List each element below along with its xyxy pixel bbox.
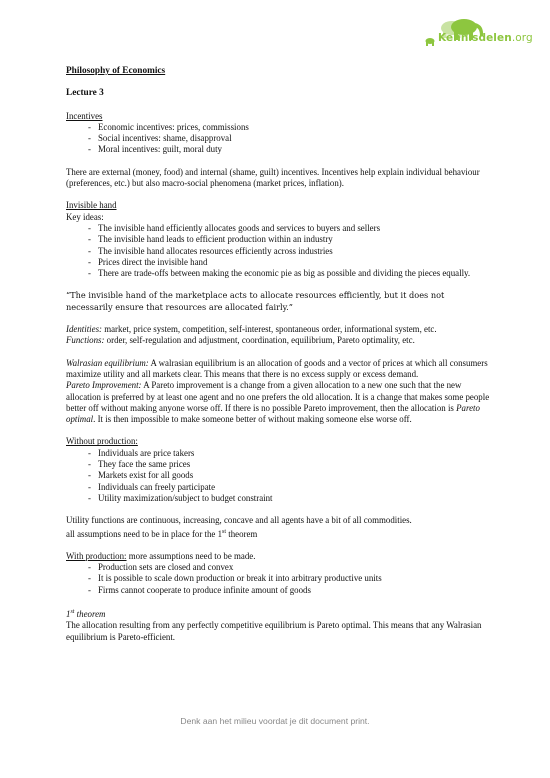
incentives-heading: Incentives — [66, 110, 103, 121]
without-production-list — [66, 448, 490, 504]
list-item: - Production sets are closed and convex — [66, 562, 490, 573]
functions-label: Functions: — [66, 335, 105, 346]
assumptions-line: all assumptions need to be in place for the 1st theorem — [66, 528, 258, 539]
list-item: - It is possible to scale down production or break it into arbitrary productive units — [66, 573, 490, 584]
with-production-line: With production: more assumptions need to be made. — [66, 550, 256, 561]
list-item: - Markets exist for all goods — [66, 470, 490, 481]
without-production-heading: Without production: — [66, 436, 138, 447]
document-body — [66, 66, 490, 643]
invisible-hand-heading: Invisible hand — [66, 200, 117, 211]
document-title: Philosophy of Economics — [66, 66, 166, 76]
incentives-list — [66, 122, 490, 156]
first-theorem-heading: 1st theorem — [66, 608, 106, 619]
list-item: - They face the same prices — [66, 459, 490, 470]
list-item: - Economic incentives: prices, commissions — [66, 122, 490, 133]
identities-line: Identities: market, price system, competition, self-interest, spontaneous order, informational system, etc. — [66, 324, 437, 335]
list-item: - Individuals are price takers — [66, 448, 490, 459]
list-item: - Utility maximization/subject to budget constraint — [66, 493, 490, 504]
pareto-paragraph: Pareto Improvement: A Pareto improvement is a change from a given allocation to a new one such that the new allocation is preferred by at least one agent and no one prefers the old allocation. It is a change that makes some people better off without making anyone worse off. If there is no possible Pareto improvement, then the allocation is Pareto optimal. It is then impossible to make someone better of without making someone else worse off. — [66, 380, 490, 425]
functions-line: Functions: order, self-regulation and adjustment, coordination, equilibrium, Pareto optimality, etc. — [66, 335, 415, 346]
kennisdelen-logo — [418, 18, 538, 48]
list-item: - The invisible hand efficiently allocates goods and services to buyers and sellers — [66, 223, 490, 234]
pareto-label: Pareto Improvement: — [66, 380, 142, 391]
incentives-paragraph: There are external (money, food) and internal (shame, guilt) incentives. Incentives help explain individual behaviour (preferences, etc.) but also macro-social phenomena (market prices, inflation). — [66, 166, 480, 189]
list-item: - There are trade-offs between making the economic pie as big as possible and dividing the pieces equally. — [66, 268, 490, 279]
logo-text: Kennisdelen.org — [438, 32, 533, 44]
invisible-hand-quote: “The invisible hand of the marketplace acts to allocate resources efficiently, but it does not necessarily ensure that resources are allocated fairly.” — [66, 290, 445, 312]
list-item: - Firms cannot cooperate to produce infinite amount of goods — [66, 585, 490, 596]
list-item: - Moral incentives: guilt, moral duty — [66, 144, 490, 155]
list-item: - The invisible hand allocates resources efficiently across industries — [66, 246, 490, 257]
lecture-heading: Lecture 3 — [66, 88, 104, 99]
list-item: - Prices direct the invisible hand — [66, 257, 490, 268]
with-production-list — [66, 562, 490, 596]
list-item: - Social incentives: shame, disapproval — [66, 133, 490, 144]
with-production-heading: With production: — [66, 550, 127, 561]
first-theorem-paragraph: The allocation resulting from any perfectly competitive equilibrium is Pareto optimal. This means that any Walrasian equilibrium is Pareto-efficient. — [66, 620, 482, 642]
key-ideas-list — [66, 223, 490, 279]
utility-line: Utility functions are continuous, increasing, concave and all agents have a bit of all commodities. — [66, 515, 412, 526]
walrasian-paragraph: Walrasian equilibrium: A walrasian equilibrium is an allocation of goods and a vector of prices at which all consumers maximize utility and all markets clear. This means that there is no excess supply or excess demand. — [66, 357, 488, 379]
list-item: - Individuals can freely participate — [66, 482, 490, 493]
list-item: - The invisible hand leads to efficient production within an industry — [66, 234, 490, 245]
walrasian-label: Walrasian equilibrium: — [66, 357, 149, 368]
identities-label: Identities: — [66, 324, 102, 335]
footer-note: Denk aan het milieu voordat je dit document print. — [180, 716, 370, 726]
key-ideas-label: Key ideas: — [66, 211, 104, 222]
